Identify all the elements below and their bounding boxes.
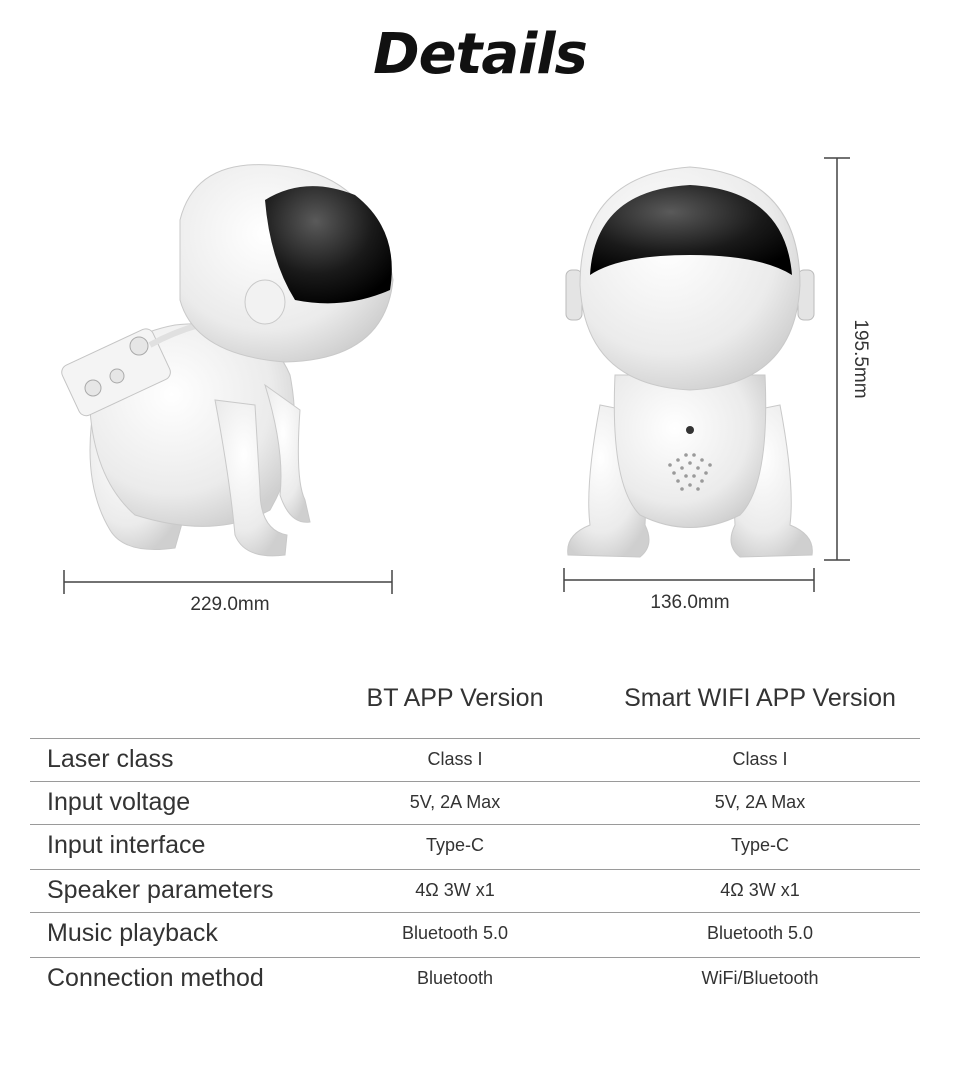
- table-row: [30, 824, 920, 869]
- table-row: [30, 957, 920, 1000]
- table-row: [30, 912, 920, 957]
- astronaut-side-view-image: [55, 150, 415, 570]
- front-width-label: 136.0mm: [650, 592, 730, 613]
- table-row: [30, 738, 920, 781]
- cell-wifi: 5V, 2A Max: [714, 792, 806, 812]
- cell-bt: 4Ω 3W x1: [415, 880, 495, 900]
- row-label: Input interface: [47, 831, 206, 859]
- side-width-label: 229.0mm: [190, 594, 270, 615]
- cell-wifi: WiFi/Bluetooth: [701, 968, 819, 988]
- astronaut-front-view-image: [560, 155, 820, 570]
- cell-bt: Bluetooth 5.0: [401, 923, 509, 943]
- table-header: [30, 680, 920, 738]
- cell-bt: Class I: [427, 749, 483, 769]
- table-row: [30, 781, 920, 824]
- cell-wifi: Bluetooth 5.0: [706, 923, 814, 943]
- table-row: [30, 869, 920, 912]
- cell-wifi: Class I: [732, 749, 788, 769]
- header-wifi-version: Smart WIFI APP Version: [624, 684, 896, 712]
- row-label: Speaker parameters: [47, 876, 274, 904]
- cell-bt: Bluetooth: [416, 968, 494, 988]
- page-title: Details: [373, 22, 587, 87]
- height-label: 195.5mm: [850, 319, 871, 399]
- row-label: Laser class: [47, 745, 174, 773]
- height-dimension-line: [822, 155, 852, 565]
- cell-bt: Type-C: [425, 835, 485, 855]
- header-bt-version: BT APP Version: [366, 684, 544, 712]
- row-label: Music playback: [47, 919, 218, 947]
- cell-wifi: Type-C: [730, 835, 790, 855]
- spec-table: [30, 680, 920, 1000]
- row-label: Connection method: [47, 964, 264, 992]
- row-label: Input voltage: [47, 788, 191, 816]
- cell-bt: 5V, 2A Max: [409, 792, 501, 812]
- cell-wifi: 4Ω 3W x1: [720, 880, 800, 900]
